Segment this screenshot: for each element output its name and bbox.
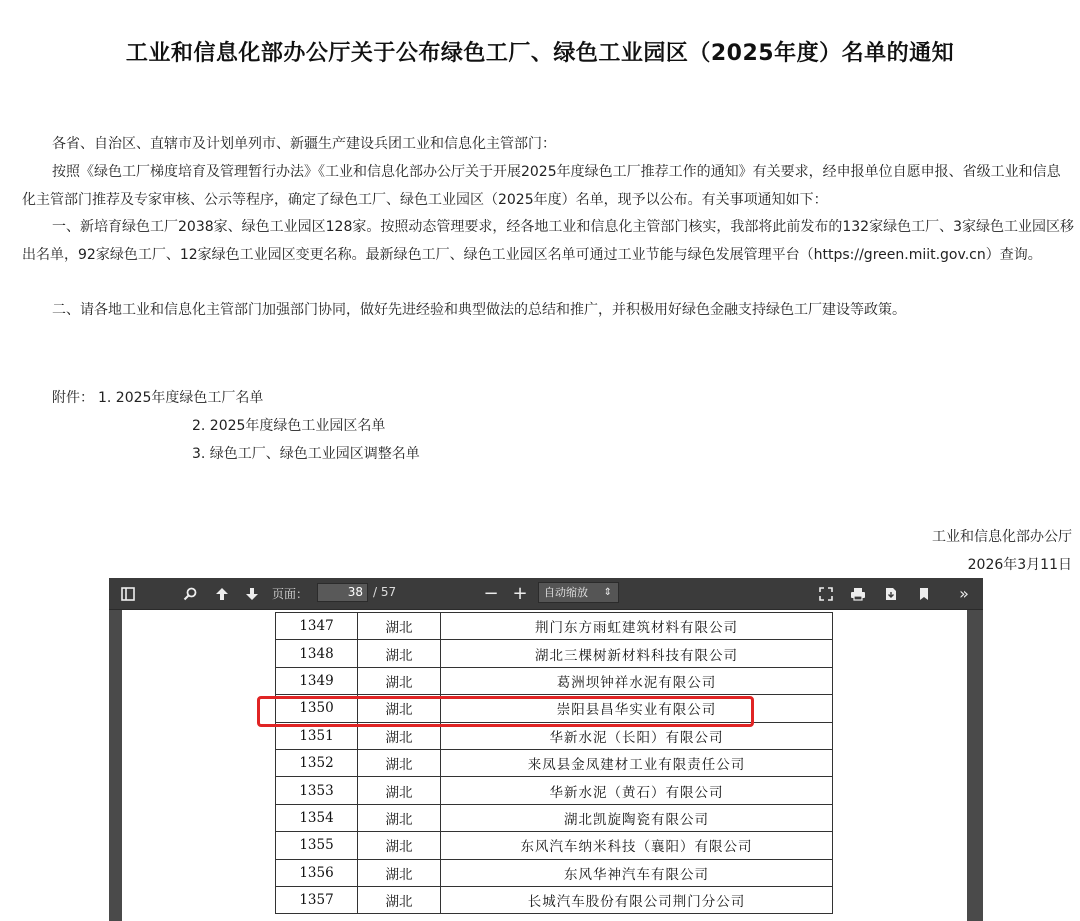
row-number: 1353 (276, 777, 358, 804)
minus-icon[interactable]: − (483, 583, 499, 604)
page-label: 页面： (272, 587, 309, 601)
pdf-viewer (109, 578, 983, 921)
factory-list-table (275, 612, 833, 914)
paragraph-3: 二、请各地工业和信息化主管部门加强部门协同，做好先进经验和典型做法的总结和推广，并积极用好绿色金融支持绿色工厂建设等政策。 (52, 302, 906, 318)
viewer-gutter-left (109, 610, 122, 921)
attachment-item-3[interactable]: 3. 绿色工厂、绿色工业园区调整名单 (192, 446, 420, 462)
notice-title: 工业和信息化部办公厅关于公布绿色工厂、绿色工业园区（2025年度）名单的通知 (125, 41, 955, 66)
row-company-name: 湖北凯旋陶瓷有限公司 (441, 804, 833, 831)
table-row (276, 859, 833, 886)
bookmark-icon[interactable] (913, 578, 935, 609)
row-company-name: 葛洲坝钟祥水泥有限公司 (441, 667, 833, 694)
row-number: 1354 (276, 804, 358, 831)
table-row (276, 667, 833, 694)
row-province: 湖北 (358, 832, 441, 859)
table-row (276, 804, 833, 831)
row-company-name: 湖北三棵树新材料科技有限公司 (441, 640, 833, 667)
row-company-name: 东风华神汽车有限公司 (441, 859, 833, 886)
plus-icon[interactable]: + (512, 583, 528, 604)
table-row (276, 777, 833, 804)
zoom-select[interactable] (538, 582, 619, 603)
double-chevron-right-icon[interactable]: » (959, 584, 969, 603)
row-company-name: 华新水泥（长阳）有限公司 (441, 722, 833, 749)
paragraph-2: 一、新培育绿色工厂2038家、绿色工业园区128家。按照动态管理要求，经各地工业和信息化主管部门核实，我部将此前发布的132家绿色工厂、3家绿色工业园区移出名单，92家绿色工厂、12家绿色工业园区变更名称。最新绿色工厂、绿色工业园区名单可通过工业节能与绿色发展管理平台（https://green.miit.gov.cn）查询。 (22, 219, 1074, 263)
pdf-page[interactable] (122, 610, 967, 921)
row-company-name: 长城汽车股份有限公司荆门分公司 (441, 886, 833, 913)
table-row (276, 749, 833, 776)
arrow-down-icon[interactable] (241, 578, 263, 609)
table-row (276, 832, 833, 859)
row-province: 湖北 (358, 667, 441, 694)
row-company-name: 东风汽车纳米科技（襄阳）有限公司 (441, 832, 833, 859)
row-province: 湖北 (358, 749, 441, 776)
table-row (276, 886, 833, 913)
issuer: 工业和信息化部办公厅 (932, 529, 1072, 545)
row-province: 湖北 (358, 777, 441, 804)
zoom-value: 自动缩放 (544, 586, 588, 599)
row-number: 1352 (276, 749, 358, 776)
row-number: 1347 (276, 613, 358, 640)
salutation: 各省、自治区、直辖市及计划单列市、新疆生产建设兵团工业和信息化主管部门： (52, 136, 556, 152)
download-icon[interactable] (880, 578, 902, 609)
row-province: 湖北 (358, 886, 441, 913)
attachment-item-1[interactable]: 1. 2025年度绿色工厂名单 (98, 390, 264, 406)
attachment-label: 附件： (52, 390, 94, 406)
row-number: 1348 (276, 640, 358, 667)
table-row (276, 695, 833, 722)
page-number-input[interactable]: 38 (317, 583, 368, 602)
table-row (276, 613, 833, 640)
row-number: 1351 (276, 722, 358, 749)
table-row (276, 722, 833, 749)
row-number: 1357 (276, 886, 358, 913)
row-province: 湖北 (358, 804, 441, 831)
search-icon[interactable] (179, 578, 201, 609)
arrow-up-icon[interactable] (211, 578, 233, 609)
row-number: 1349 (276, 667, 358, 694)
row-company-name: 华新水泥（黄石）有限公司 (441, 777, 833, 804)
print-icon[interactable] (846, 578, 870, 609)
row-company-name: 荆门东方雨虹建筑材料有限公司 (441, 613, 833, 640)
paragraph-1: 按照《绿色工厂梯度培育及管理暂行办法》《工业和信息化部办公厅关于开展2025年度绿色工厂推荐工作的通知》有关要求，经申报单位自愿申报、省级工业和信息化主管部门推荐及专家审核、公示等程序，确定了绿色工厂、绿色工业园区（2025年度）名单，现予以公布。有关事项通知如下： (22, 164, 1061, 208)
sidebar-toggle-icon[interactable] (117, 578, 139, 609)
attachment-item-2[interactable]: 2. 2025年度绿色工业园区名单 (192, 418, 386, 434)
row-company-name: 来凤县金凤建材工业有限责任公司 (441, 749, 833, 776)
table-row (276, 640, 833, 667)
chevron-updown-icon: ⇕ (603, 587, 612, 598)
row-number: 1355 (276, 832, 358, 859)
total-pages: / 57 (373, 585, 397, 599)
row-province: 湖北 (358, 613, 441, 640)
row-province: 湖北 (358, 695, 441, 722)
fullscreen-icon[interactable] (815, 578, 837, 609)
row-province: 湖北 (358, 859, 441, 886)
row-number: 1350 (276, 695, 358, 722)
row-number: 1356 (276, 859, 358, 886)
row-company-name: 崇阳县昌华实业有限公司 (441, 695, 833, 722)
issue-date: 2026年3月11日 (967, 557, 1072, 573)
pdf-toolbar (109, 578, 983, 610)
row-province: 湖北 (358, 640, 441, 667)
row-province: 湖北 (358, 722, 441, 749)
viewer-scrollbar[interactable] (967, 610, 983, 921)
